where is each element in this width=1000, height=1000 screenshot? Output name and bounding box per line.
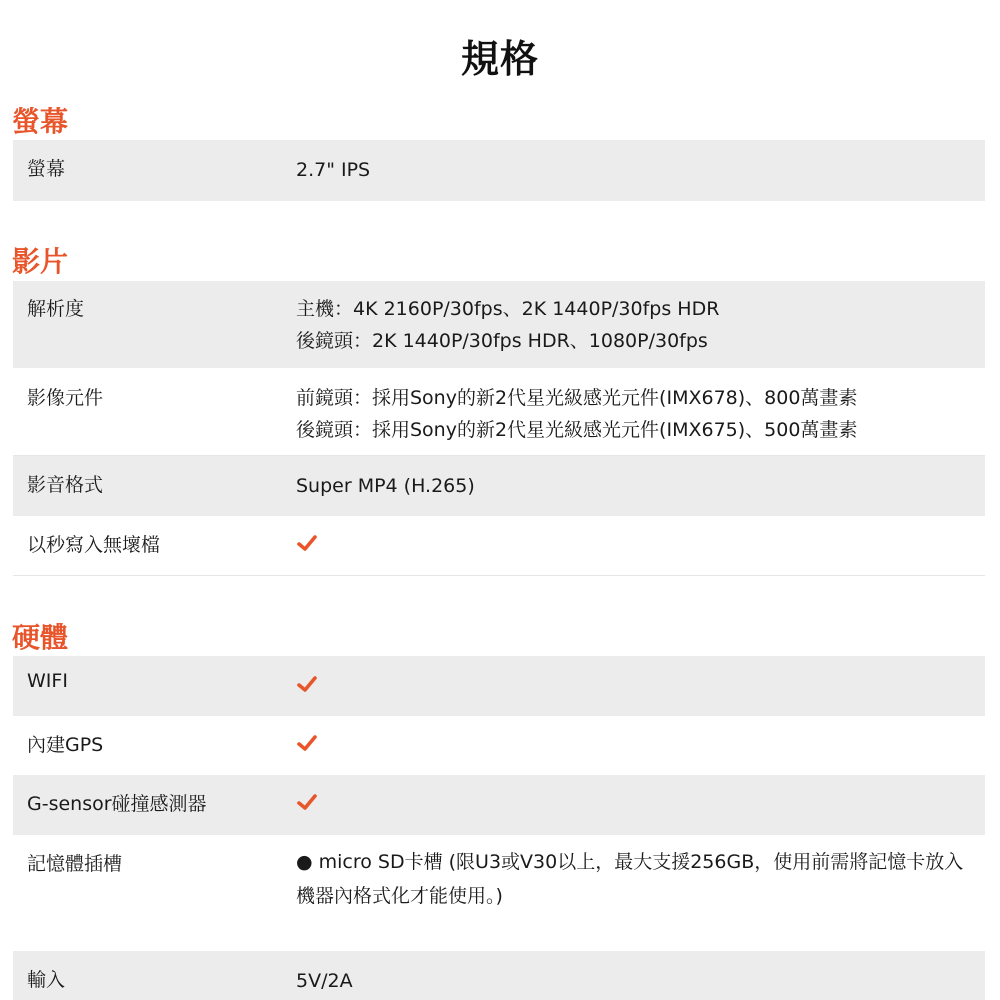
- spec-label: G-sensor碰撞感測器: [27, 793, 207, 815]
- spec-value: [296, 154, 370, 186]
- spec-value: [296, 470, 475, 502]
- spec-row-sensor: [13, 368, 985, 456]
- spec-value-line: 2.7" IPS: [296, 159, 371, 181]
- spec-label: 螢幕: [27, 158, 66, 180]
- section-title-screen: 螢幕: [12, 105, 69, 138]
- spec-value-line: ● micro SD卡槽 (限U3或V30以上，最大支援256GB，使用前需將記憶卡放入: [296, 851, 964, 873]
- section-title-hardware: 硬體: [12, 621, 69, 654]
- spec-value-line: 後鏡頭：2K 1440P/30fps HDR、1080P/30fps: [296, 330, 708, 352]
- spec-value-line: 主機：4K 2160P/30fps、2K 1440P/30fps HDR: [296, 298, 720, 320]
- spec-row-input: [13, 951, 985, 1000]
- spec-value: [296, 293, 719, 357]
- spec-label: 輸入: [27, 969, 66, 991]
- spec-value: [296, 965, 353, 997]
- spec-label: 內建GPS: [27, 734, 104, 756]
- spec-label: 解析度: [27, 298, 85, 320]
- spec-value-line: 5V/2A: [296, 970, 353, 992]
- spec-label: WIFI: [27, 670, 68, 692]
- checkmark-icon: [296, 532, 318, 554]
- spec-row-screen: [13, 140, 985, 201]
- checkmark-icon: [296, 673, 318, 695]
- spec-row-wifi: [13, 656, 985, 716]
- spec-row-memory-slot: [13, 835, 985, 951]
- spec-value-line: 前鏡頭：採用Sony的新2代星光級感光元件(IMX678)、800萬畫素: [296, 387, 858, 409]
- spec-row-resolution: [13, 281, 985, 368]
- spec-value: [296, 382, 857, 446]
- spec-label: 影像元件: [27, 387, 104, 409]
- checkmark-icon: [296, 732, 318, 754]
- page-title: 規格: [460, 37, 539, 81]
- section-title-video: 影片: [12, 245, 69, 278]
- spec-row-format: [13, 456, 985, 516]
- spec-row-gps: [13, 716, 985, 775]
- spec-value-line: 後鏡頭：採用Sony的新2代星光級感光元件(IMX675)、500萬畫素: [296, 419, 858, 441]
- spec-row-safe-write: [13, 516, 985, 576]
- spec-value-line: Super MP4 (H.265): [296, 475, 475, 497]
- checkmark-icon: [296, 791, 318, 813]
- spec-label: 記憶體插槽: [27, 853, 123, 875]
- spec-label: 以秒寫入無壞檔: [27, 534, 161, 556]
- spec-value: [296, 845, 963, 913]
- spec-row-gsensor: [13, 775, 985, 835]
- spec-label: 影音格式: [27, 474, 104, 496]
- spec-value-line: 機器內格式化才能使用。): [296, 885, 503, 907]
